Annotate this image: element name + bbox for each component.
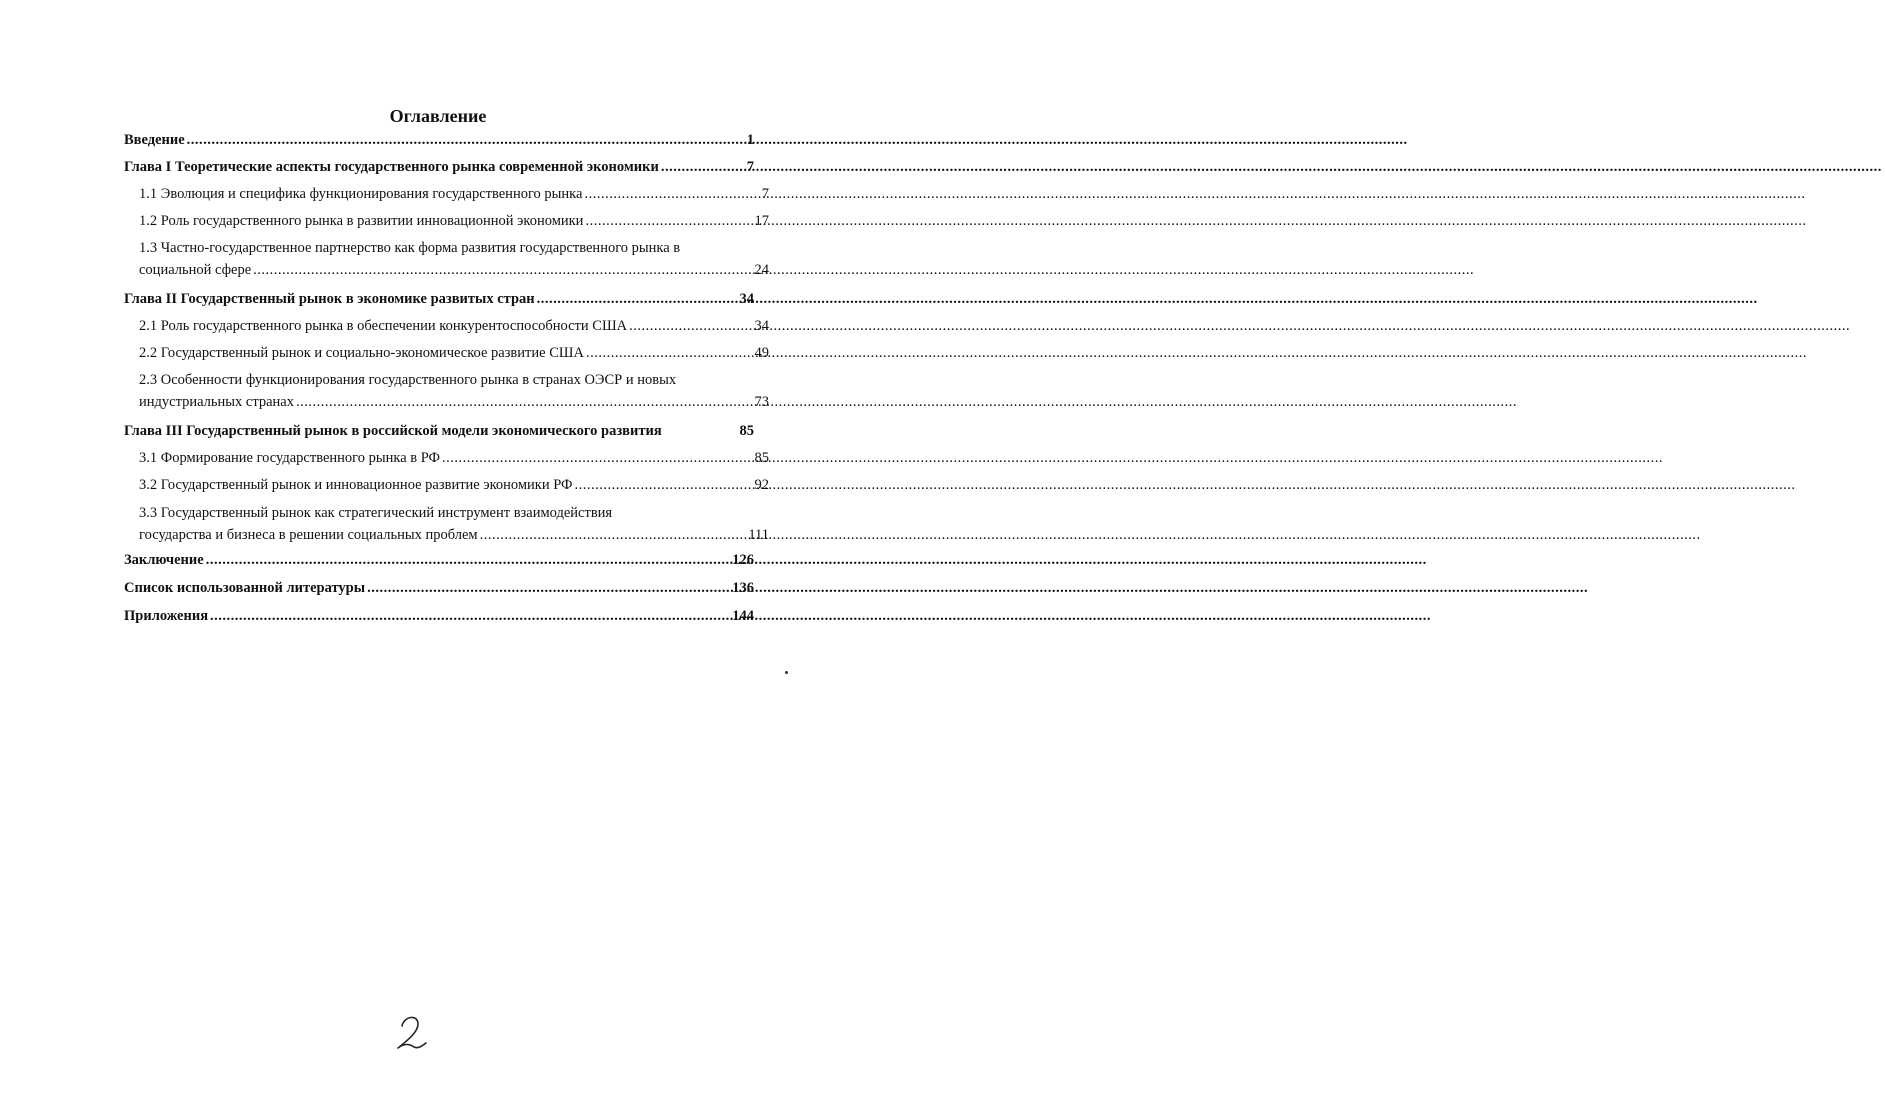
toc-entry-appendices [124,605,754,627]
dot-leader [584,183,759,205]
toc-entry-page: 85 [739,423,754,439]
dot-leader [210,605,730,627]
toc-entry-bibliography [124,577,754,599]
toc-entry-label-line1: 3.3 Государственный рынок как стратегический инструмент взаимодействия [139,505,613,521]
document-page [0,0,798,1105]
toc-entry-page: 24 [754,262,769,278]
toc-entry-label: Глава III Государственный рынок в российской модели экономического развития [124,423,662,439]
toc-entry-conclusion [124,549,754,571]
dot-leader [480,524,747,546]
toc-entry-label: 1.1 Эволюция и специфика функционирования государственного рынка [139,186,583,202]
toc-entry-section-1-2 [124,210,769,232]
toc-entry-section-2-1 [124,315,769,337]
dot-leader [253,259,752,281]
toc-entry-label-line2: социальной сфере [139,262,252,278]
dot-leader [661,156,745,178]
toc-entry-section-3-3 [124,502,769,546]
toc-entry-page: 34 [754,318,769,334]
toc-entry-label: 1.2 Роль государственного рынка в развитии инновационной экономики [139,213,584,229]
toc-entry-label: Заключение [124,552,204,568]
toc-entry-page: 7 [746,159,754,175]
toc-entry-label-line2: государства и бизнеса в решении социальных проблем [139,527,478,543]
toc-entry-label: Глава I Теоретические аспекты государственного рынка современной экономики [124,159,659,175]
toc-entry-section-1-1 [124,183,769,205]
toc-entry-page: 92 [754,477,769,493]
toc-entry-page: 85 [754,450,769,466]
toc-entry-label: Приложения [124,608,209,624]
handwritten-page-number [388,1012,438,1052]
toc-entry-label-line2: индустриальных странах [139,394,294,410]
toc-entry-section-3-1 [124,447,769,469]
toc-entry-label: Введение [124,132,185,148]
dot-leader [296,391,753,413]
toc-entry-section-2-3 [124,369,769,413]
toc-entry-label: Глава II Государственный рынок в экономике развитых стран [124,291,535,307]
page-title: Оглавление [389,106,487,126]
toc-entry-chapter-1 [124,156,754,178]
dot-leader [187,129,745,151]
toc-entry-label: 2.2 Государственный рынок и социально-экономическое развитие США [139,345,584,361]
dot-leader [442,447,752,469]
toc-entry-page: 126 [732,552,754,568]
toc-entry-section-1-3 [124,237,769,281]
toc-entry-section-2-2 [124,342,769,364]
dot-leader [367,577,730,599]
toc-entry-page: 34 [739,291,754,307]
dot-leader [575,474,753,496]
toc-entry-page: 111 [748,527,769,543]
toc-entry-page: 73 [754,394,769,410]
toc-entry-page: 1 [746,132,754,148]
toc-entry-chapter-2 [124,288,754,310]
toc-entry-label: Список использованной литературы [124,580,366,596]
toc-entry-page: 144 [732,608,754,624]
toc-entry-page: 7 [761,186,769,202]
dot-leader [206,549,731,571]
toc-entry-page: 136 [732,580,754,596]
toc-entry-label: 3.1 Формирование государственного рынка в РФ [139,450,441,466]
dot-leader [585,210,752,232]
dot-leader [629,315,752,337]
toc-entry-introduction [124,129,754,151]
scan-speck [785,671,788,674]
toc-entry-label-line1: 2.3 Особенности функционирования государственного рынка в странах ОЭСР и новых [139,372,677,388]
dot-leader [586,342,753,364]
toc-entry-page: 17 [754,213,769,229]
toc-entry-page: 49 [754,345,769,361]
toc-entry-chapter-3 [124,420,754,442]
dot-leader [537,288,738,310]
toc-entry-label-line1: 1.3 Частно-государственное партнерство как форма развития государственного рынка в [139,240,681,256]
toc-entry-label: 3.2 Государственный рынок и инновационное развитие экономики РФ [139,477,573,493]
toc-entry-section-3-2 [124,474,769,496]
toc-entry-label: 2.1 Роль государственного рынка в обеспечении конкурентоспособности США [139,318,628,334]
